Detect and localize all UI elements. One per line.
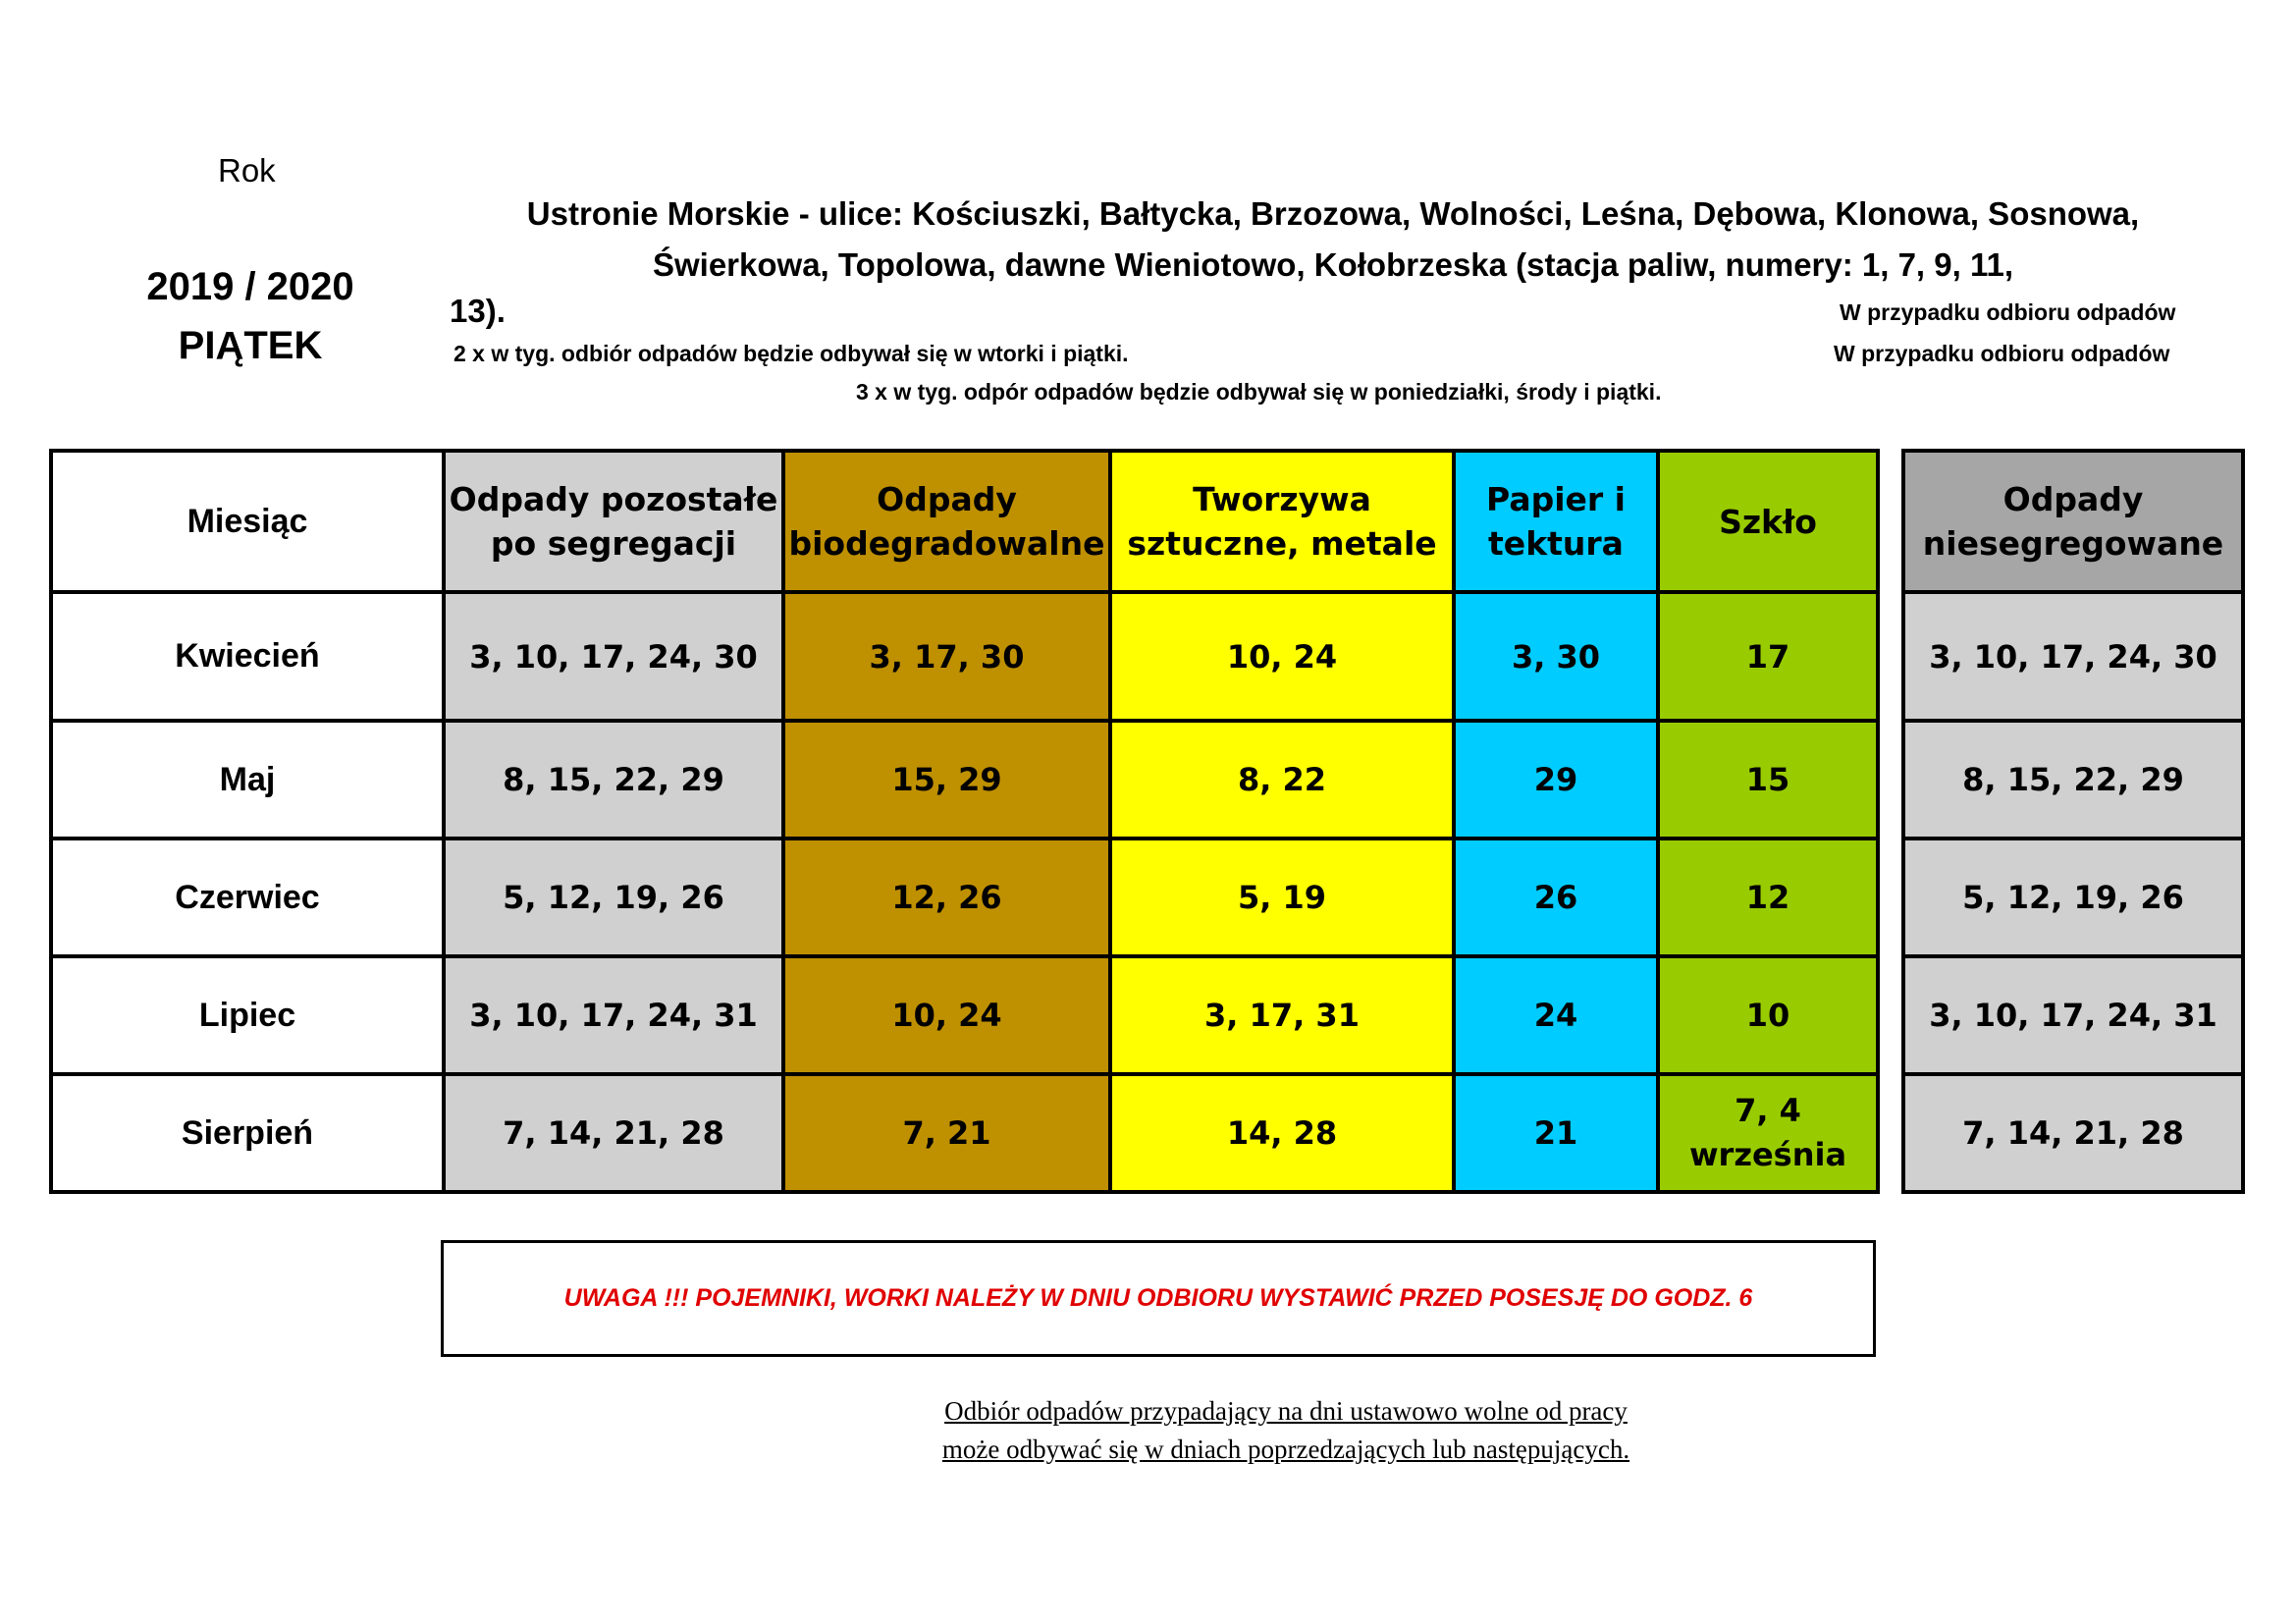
table-row <box>51 592 2243 721</box>
table-row <box>51 839 2243 956</box>
footer-note <box>864 1392 1708 1469</box>
paper-dates: 26 <box>1454 839 1658 956</box>
plastic-dates: 3, 17, 31 <box>1110 956 1454 1074</box>
month-cell: Czerwiec <box>51 839 444 956</box>
header-plastic-metal: Tworzywa sztuczne, metale <box>1110 451 1454 592</box>
glass-dates: 7, 4 września <box>1658 1074 1878 1192</box>
unsorted-dates: 7, 14, 21, 28 <box>1903 1074 2243 1192</box>
table-row <box>51 721 2243 839</box>
header-residual: Odpady pozostałe po segregacji <box>444 451 783 592</box>
bio-dates: 12, 26 <box>783 839 1110 956</box>
streets-heading-tail: 13). <box>450 293 506 329</box>
header-unsorted: Odpady niesegregowane <box>1903 451 2243 592</box>
column-gap <box>1878 721 1903 839</box>
plastic-dates: 5, 19 <box>1110 839 1454 956</box>
table-header-row <box>51 451 2243 592</box>
bio-dates: 10, 24 <box>783 956 1110 1074</box>
unsorted-dates: 8, 15, 22, 29 <box>1903 721 2243 839</box>
footer-line-1: Odbiór odpadów przypadający na dni ustawowo wolne od pracy <box>944 1396 1628 1426</box>
glass-dates: 17 <box>1658 592 1878 721</box>
unsorted-dates: 3, 10, 17, 24, 30 <box>1903 592 2243 721</box>
column-gap <box>1878 956 1903 1074</box>
footer-line-2: może odbywać się w dniach poprzedzających lub następujących. <box>941 1435 1630 1464</box>
month-cell: Maj <box>51 721 444 839</box>
collection-schedule-table <box>49 449 2245 1194</box>
header-month: Miesiąc <box>51 451 444 592</box>
header-glass: Szkło <box>1658 451 1878 592</box>
residual-dates: 3, 10, 17, 24, 31 <box>444 956 783 1074</box>
collection-note-right-1: W przypadku odbioru odpadów <box>1840 299 2176 325</box>
year-range: 2019 / 2020 <box>146 265 354 308</box>
paper-dates: 3, 30 <box>1454 592 1658 721</box>
month-cell: Sierpień <box>51 1074 444 1192</box>
column-gap <box>1878 592 1903 721</box>
bio-dates: 15, 29 <box>783 721 1110 839</box>
residual-dates: 5, 12, 19, 26 <box>444 839 783 956</box>
glass-dates: 10 <box>1658 956 1878 1074</box>
paper-dates: 21 <box>1454 1074 1658 1192</box>
bio-dates: 3, 17, 30 <box>783 592 1110 721</box>
bio-dates: 7, 21 <box>783 1074 1110 1192</box>
collection-note-right-2: W przypadku odbioru odpadów <box>1834 341 2170 366</box>
table-row <box>51 1074 2243 1192</box>
column-gap <box>1878 451 1903 592</box>
unsorted-dates: 5, 12, 19, 26 <box>1903 839 2243 956</box>
plastic-dates: 14, 28 <box>1110 1074 1454 1192</box>
glass-dates: 15 <box>1658 721 1878 839</box>
streets-heading: Ustronie Morskie - ulice: Kościuszki, Bałtycka, Brzozowa, Wolności, Leśna, Dębowa, Klonowa, Sosnowa, Świerkowa, Topolowa, dawne Wieniotowo, Kołobrzeska (stacja paliw, numery: 1, 7, 9, 11, <box>526 195 2140 283</box>
unsorted-dates: 3, 10, 17, 24, 31 <box>1903 956 2243 1074</box>
year-label: Rok <box>218 152 276 189</box>
collection-note-twice-weekly: 2 x w tyg. odbiór odpadów będzie odbywał się w wtorki i piątki. <box>454 341 1129 366</box>
paper-dates: 24 <box>1454 956 1658 1074</box>
column-gap <box>1878 1074 1903 1192</box>
paper-dates: 29 <box>1454 721 1658 839</box>
collection-note-three-times-weekly: 3 x w tyg. odpór odpadów będzie odbywał się w poniedziałki, środy i piątki. <box>856 379 1662 405</box>
warning-box <box>441 1240 1876 1357</box>
residual-dates: 7, 14, 21, 28 <box>444 1074 783 1192</box>
residual-dates: 8, 15, 22, 29 <box>444 721 783 839</box>
month-cell: Lipiec <box>51 956 444 1074</box>
column-gap <box>1878 839 1903 956</box>
plastic-dates: 8, 22 <box>1110 721 1454 839</box>
month-cell: Kwiecień <box>51 592 444 721</box>
glass-dates: 12 <box>1658 839 1878 956</box>
header-paper: Papier i tektura <box>1454 451 1658 592</box>
weekday-label: PIĄTEK <box>178 324 323 367</box>
plastic-dates: 10, 24 <box>1110 592 1454 721</box>
table-row <box>51 956 2243 1074</box>
header-biodegradable: Odpady biodegradowalne <box>783 451 1110 592</box>
residual-dates: 3, 10, 17, 24, 30 <box>444 592 783 721</box>
warning-text: UWAGA !!! POJEMNIKI, WORKI NALEŻY W DNIU ODBIORU WYSTAWIĆ PRZED POSESJĘ DO GODZ. 6 <box>563 1284 1753 1312</box>
